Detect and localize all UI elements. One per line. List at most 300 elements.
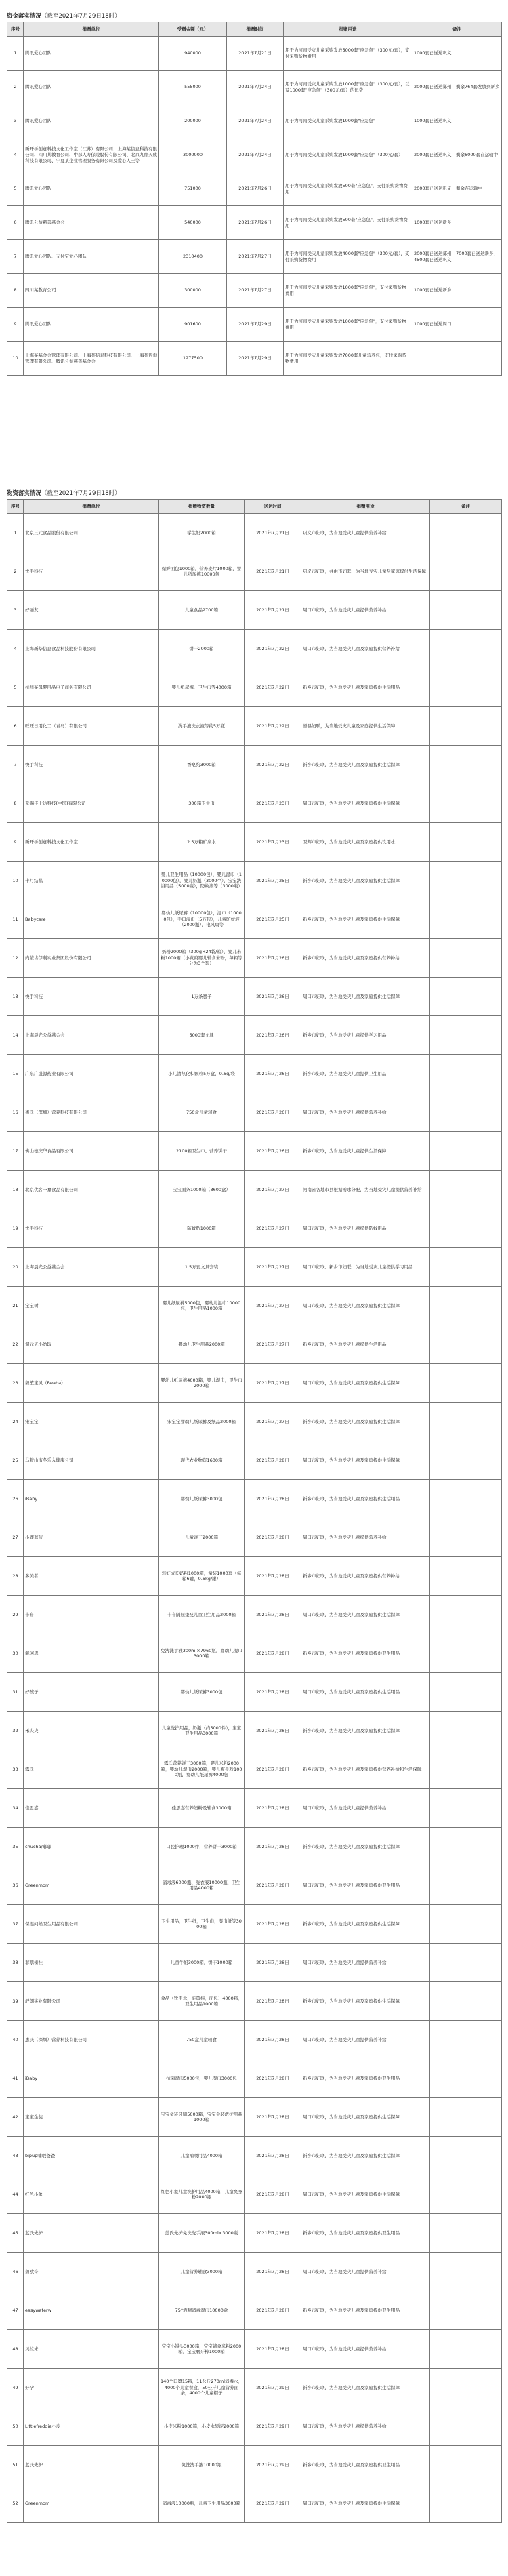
table-cell: 周口市妇联，为当地受灾儿童提供营养补给	[301, 2253, 430, 2291]
table-cell: 宝宝小馒头3000箱，宝宝辅食米粉2000箱，宝宝磨牙棒1000箱	[159, 2330, 245, 2369]
table-cell: 5	[7, 172, 24, 206]
table-cell: 周口市妇联，为当地受灾儿童及家庭提供生活保障	[301, 1287, 430, 1325]
table-cell: Greenmom	[24, 1866, 159, 1905]
table-cell: 2021年7月28日	[245, 2291, 301, 2330]
table-cell	[430, 746, 502, 784]
table-cell: 周口市妇联，为当地受灾儿童及家庭提供生活用品	[301, 1673, 430, 1712]
table-cell: 周口市妇联，为当地受灾儿童及家庭提供生活保障	[301, 1441, 430, 1480]
table-row	[7, 746, 502, 784]
table-cell: 22	[7, 1325, 24, 1364]
table-cell	[430, 2484, 502, 2523]
table-cell: 2	[7, 71, 24, 104]
table-cell: 快手科技	[24, 978, 159, 1016]
table-cell: 周口市妇联，为当地受灾儿童及家庭提供生活保障	[301, 2484, 430, 2523]
table-cell	[430, 2446, 502, 2484]
table-row	[7, 1209, 502, 1248]
money-title-text: 资金落实情况	[7, 13, 42, 20]
table-cell: 周口市妇联，为当地受灾儿童提供营养补给	[301, 2407, 430, 2446]
table-cell: 腾讯爱心团队	[24, 71, 159, 104]
table-cell: 惠氏（深圳）营养科技有限公司	[24, 1093, 159, 1132]
table-cell: 140个口罩15箱，11公斤270ml消毒水，4000个儿童餐盒，50公斤儿童营养面条，4000个儿童帽子	[159, 2369, 245, 2407]
table-cell: 2021年7月24日	[227, 138, 284, 172]
table-cell: 舒朗实业有限公司	[24, 1982, 159, 2021]
table-cell: 新乡市妇联，为当地受灾儿童及家庭提供生活保障	[301, 1403, 430, 1441]
table-cell: 26	[7, 1480, 24, 1518]
table-cell: 婴幼儿卫生用品2000箱	[159, 1325, 245, 1364]
table-cell: 1000套已送达周口	[412, 308, 502, 342]
table-cell: 周口市妇联，为当地受灾儿童提供营养补给	[301, 1789, 430, 1828]
table-cell: 17	[7, 1132, 24, 1171]
table-row	[7, 1325, 502, 1364]
header-cell: 备注	[412, 22, 502, 37]
table-cell: 蓝氏先护免洗洗手液300ml×3000瓶	[159, 2214, 245, 2253]
table-cell: 快手科技	[24, 552, 159, 591]
table-cell	[430, 1480, 502, 1518]
table-cell: 新开桥创意科技文化工作室	[24, 823, 159, 862]
table-cell: 马鞍山市冬乐入健康公司	[24, 1441, 159, 1480]
table-cell: 周口市妇联、新乡市妇联，为当地受灾儿童提供学习用品	[301, 1248, 430, 1287]
goods-table	[7, 499, 502, 2523]
table-cell: 用于为河南受灾儿童采购发放1000套"应急包"，支付采购货物费用	[284, 274, 412, 308]
table-cell: 750盒儿童辅食	[159, 1093, 245, 1132]
table-cell: 940000	[159, 37, 227, 71]
table-cell: 惠氏（深圳）营养科技有限公司	[24, 2021, 159, 2059]
table-cell: 2021年7月22日	[245, 668, 301, 707]
table-cell: 好孕	[24, 2369, 159, 2407]
table-cell: 腾讯爱心团队	[24, 37, 159, 71]
table-cell	[430, 1789, 502, 1828]
table-row	[7, 939, 502, 978]
table-cell: 周口市妇联，为当地受灾儿童及家庭提供生活保障	[301, 978, 430, 1016]
table-cell: 新乡市妇联，为当地受灾儿童及家庭提供生活用品	[301, 1480, 430, 1518]
table-cell	[430, 668, 502, 707]
goods-section	[7, 488, 501, 2523]
table-cell: 2021年7月28日	[245, 1480, 301, 1518]
table-cell: 2021年7月27日	[245, 1287, 301, 1325]
table-cell: 新乡市妇联，为当地受灾儿童提供生活用品	[301, 1325, 430, 1364]
table-cell: 饼干2000箱	[159, 630, 245, 668]
table-cell: 1000套已送达巩义	[412, 104, 502, 138]
table-cell: 18	[7, 1171, 24, 1209]
table-cell: 新乡市妇联，为当地受灾儿童及家庭提供卫生用品	[301, 2291, 430, 2330]
table-cell: 宋宝宝	[24, 1403, 159, 1441]
table-row	[7, 2407, 502, 2446]
table-row	[7, 1055, 502, 1093]
table-cell: 上海晨光公益基金会	[24, 1248, 159, 1287]
header-cell: 序号	[7, 22, 24, 37]
table-cell: 21	[7, 1287, 24, 1325]
table-cell: 宋宝宝婴幼儿纸尿裤及纸品2000箱	[159, 1403, 245, 1441]
table-cell: 39	[7, 1982, 24, 2021]
table-cell: 7	[7, 746, 24, 784]
table-cell: 2021年7月23日	[245, 823, 301, 862]
table-cell: 5000套文具	[159, 1016, 245, 1055]
table-cell: iBaby	[24, 2059, 159, 2098]
table-row	[7, 1441, 502, 1480]
money-title-note: （截至2021年7月29日18时）	[41, 13, 121, 20]
table-cell: 周口市妇联，为当地受灾儿童提供营养补给	[301, 2330, 430, 2369]
table-cell: 巩义市妇联，为当地受灾儿童提供营养补给	[301, 514, 430, 552]
table-cell	[430, 2021, 502, 2059]
table-cell: 新乡市妇联，为当地受灾儿童及家庭提供营养补给	[301, 1557, 430, 1596]
table-cell: 宝宝面条1000箱（3600盒）	[159, 1171, 245, 1209]
table-row	[7, 1789, 502, 1828]
table-cell: 新乡市妇联，为当地受灾儿童及家庭提供生活保障	[301, 1905, 430, 1944]
table-cell: 无锡佳士达科技(中国)有限公司	[24, 784, 159, 823]
table-row	[7, 1596, 502, 1634]
table-cell: 广东广盛源药业有限公司	[24, 1055, 159, 1093]
goods-table-body	[7, 514, 502, 2523]
table-cell: 儿童牛奶3000箱，饼干1000箱	[159, 1944, 245, 1982]
table-cell: 2021年7月29日	[245, 2484, 301, 2523]
table-cell: 9	[7, 308, 24, 342]
table-cell: 2021年7月22日	[245, 630, 301, 668]
table-cell: 15	[7, 1055, 24, 1093]
table-cell	[430, 630, 502, 668]
table-cell	[430, 2291, 502, 2330]
table-cell	[430, 2175, 502, 2214]
table-cell	[430, 2253, 502, 2291]
table-cell: 周口市妇联，为当地受灾儿童提供营养补给	[301, 1944, 430, 1982]
table-cell: 10	[7, 342, 24, 376]
table-cell	[430, 1209, 502, 1248]
table-row	[7, 2175, 502, 2214]
table-cell: 用于为河南受灾儿童采购发放1000套"应急包"（300元/套）	[284, 138, 412, 172]
table-cell: 1000套已送达新乡	[412, 206, 502, 240]
table-cell: 3	[7, 591, 24, 630]
table-cell: 学生奶2000箱	[159, 514, 245, 552]
table-cell	[430, 1055, 502, 1093]
table-row	[7, 630, 502, 668]
header-cell: 捐赠时间	[227, 22, 284, 37]
table-cell: 周口市妇联，为当地受灾儿童提供营养补给	[301, 1518, 430, 1557]
table-row	[7, 862, 502, 900]
table-cell: 2021年7月29日	[245, 2446, 301, 2484]
table-cell: 北京优客一嘉食品有限公司	[24, 1171, 159, 1209]
table-cell: 婴儿纸尿裤5000包，婴幼儿湿巾10000包，卫生用品1000箱	[159, 1287, 245, 1325]
table-row	[7, 104, 502, 138]
table-cell: 8	[7, 274, 24, 308]
table-row	[7, 1828, 502, 1866]
table-cell: 新乡市妇联，为当地受灾儿童及家庭提供营养补给和生活保障	[301, 1750, 430, 1789]
table-cell: 2.5万箱矿泉水	[159, 823, 245, 862]
goods-table-header-row	[7, 500, 502, 514]
table-cell: 小鹿蓝蓝	[24, 1518, 159, 1557]
table-cell: 2021年7月28日	[245, 1789, 301, 1828]
table-cell: 52	[7, 2484, 24, 2523]
table-cell: 腾讯公益慈善基金会	[24, 206, 159, 240]
table-cell: 34	[7, 1789, 24, 1828]
table-cell: 20	[7, 1248, 24, 1287]
table-cell: 戴珂思	[24, 1634, 159, 1673]
table-cell	[430, 1944, 502, 1982]
table-cell: 儿童食品2700箱	[159, 591, 245, 630]
table-row	[7, 206, 502, 240]
table-cell: 2021年7月27日	[227, 274, 284, 308]
table-cell: 新乡市妇联，为当地受灾儿童提供学习用品	[301, 1016, 430, 1055]
table-cell: 2021年7月28日	[245, 1944, 301, 1982]
table-cell: 周口市妇联，为当地受灾儿童提供防蚊用品	[301, 1209, 430, 1248]
table-row	[7, 1132, 502, 1171]
table-cell: 2	[7, 552, 24, 591]
table-cell: 周口市妇联，为当地受灾儿童及家庭提供生活保障	[301, 2175, 430, 2214]
table-cell: 27	[7, 1518, 24, 1557]
table-cell: 1000套已送达新乡	[412, 274, 502, 308]
table-cell: 河南省各地市县根据需求分配，为当地受灾儿童提供营养补给	[301, 1171, 430, 1209]
table-cell: 内蒙古伊利实业集团股份有限公司	[24, 939, 159, 978]
table-row	[7, 2214, 502, 2253]
table-cell: 750盒儿童辅食	[159, 2021, 245, 2059]
header-cell: 捐赠用途	[301, 500, 430, 514]
table-cell	[430, 707, 502, 746]
header-cell: 捐赠单位	[24, 22, 159, 37]
table-cell: 2021年7月23日	[245, 784, 301, 823]
table-cell: 38	[7, 1944, 24, 1982]
table-cell	[430, 1750, 502, 1789]
table-row	[7, 2330, 502, 2369]
table-cell: 腾讯爱心团队	[24, 308, 159, 342]
table-cell: 31	[7, 1673, 24, 1712]
table-cell: 44	[7, 2175, 24, 2214]
table-cell: Babycare	[24, 900, 159, 939]
table-cell: 32	[7, 1712, 24, 1750]
table-cell	[430, 1016, 502, 1055]
table-cell: 300箱卫生巾	[159, 784, 245, 823]
table-cell: 卫辉市妇联，为当地受灾儿童及家庭提供饮用水	[301, 823, 430, 862]
table-cell: 新乡市妇联，为当地受灾儿童及家庭提供生活保障	[301, 1828, 430, 1866]
table-row	[7, 2484, 502, 2523]
money-table-body	[7, 37, 502, 376]
table-row	[7, 37, 502, 71]
table-cell	[430, 2098, 502, 2137]
table-cell: 新乡市妇联，为当地受灾儿童及家庭提供生活保障	[301, 2137, 430, 2175]
table-cell: 2021年7月26日	[245, 1016, 301, 1055]
table-cell: 新开桥创意科技文化工作室（江苏）有限公司、上海某信息科技有限公司、四川某教育公司、中部人寿保险股份有限公司、北京九鼎天成科技有限公司、宁夏某企业管理服务有限公司及爱心人士等	[24, 138, 159, 172]
money-section	[7, 11, 501, 376]
table-cell	[430, 1982, 502, 2021]
table-row	[7, 1171, 502, 1209]
table-cell: 蓝氏先护	[24, 2446, 159, 2484]
table-cell	[430, 1171, 502, 1209]
table-cell: 新乡市妇联，为当地受灾儿童及家庭提供生活保障	[301, 900, 430, 939]
table-cell: 新乡市妇联，为当地受灾儿童及家庭提供生活保障	[301, 1712, 430, 1750]
table-cell: 2021年7月27日	[245, 1248, 301, 1287]
table-cell: 200000	[159, 104, 227, 138]
header-cell: 序号	[7, 500, 24, 514]
table-cell: 47	[7, 2291, 24, 2330]
table-cell: 新乡市妇联，为当地受灾儿童及家庭提供生活保障	[301, 862, 430, 900]
table-cell: 好丽友	[24, 591, 159, 630]
table-cell: 37	[7, 1905, 24, 1944]
table-cell: 婴幼儿纸尿裤3000包	[159, 1673, 245, 1712]
table-row	[7, 71, 502, 104]
table-cell: 儿童洗护用品，奶瓶（约5000件），宝宝卫生用品3000箱	[159, 1712, 245, 1750]
table-cell: 2021年7月27日	[245, 1209, 301, 1248]
table-cell: 周口市妇联，为当地受灾儿童及家庭提供生活保障	[301, 1364, 430, 1403]
table-cell: 禾央央	[24, 1712, 159, 1750]
table-cell: 4	[7, 630, 24, 668]
table-cell: 免洗洗手液10000瓶	[159, 2446, 245, 2484]
table-cell	[430, 1287, 502, 1325]
table-cell: 2021年7月27日	[245, 1403, 301, 1441]
table-cell: 婴幼儿纸尿裤4000箱，婴儿湿巾，卫生巾2000箱	[159, 1364, 245, 1403]
table-cell: Greenmom	[24, 2484, 159, 2523]
table-cell: 2021年7月28日	[245, 1596, 301, 1634]
table-cell: 用于为河南受灾儿童采购发放1000套"应急包"，支付采购货物费用	[284, 308, 412, 342]
table-cell: 11	[7, 900, 24, 939]
table-cell: 2021年7月28日	[245, 2253, 301, 2291]
table-cell: 洗手液洗衣液等约5万瓶	[159, 707, 245, 746]
table-cell: 新乡市妇联，为当地受灾儿童及家庭提供卫生用品	[301, 2446, 430, 2484]
table-cell: 2021年7月28日	[245, 2021, 301, 2059]
table-cell: 佳思嘉营养奶粉及辅食3000箱	[159, 1789, 245, 1828]
table-cell: 防蚊贴1000箱	[159, 1209, 245, 1248]
table-cell	[430, 2369, 502, 2407]
table-cell: 2021年7月26日	[227, 206, 284, 240]
table-row	[7, 552, 502, 591]
table-cell: 2021年7月25日	[245, 862, 301, 900]
table-cell: 用于为河南受灾儿童采购发放4000套"应急包"（300元/套），支付采购货物费用	[284, 240, 412, 274]
table-cell: 四川某教育公司	[24, 274, 159, 308]
table-cell: 8	[7, 784, 24, 823]
table-row	[7, 978, 502, 1016]
table-cell: 2021年7月21日	[227, 37, 284, 71]
table-cell: 周口市妇联，为当地受灾儿童提供营养补给	[301, 2021, 430, 2059]
table-cell: 红色小象	[24, 2175, 159, 2214]
table-cell	[430, 823, 502, 862]
table-cell	[430, 2330, 502, 2369]
table-cell: 5	[7, 668, 24, 707]
table-cell: 2021年7月26日	[245, 1055, 301, 1093]
table-cell: 28	[7, 1557, 24, 1596]
table-cell: 46	[7, 2253, 24, 2291]
table-cell: 用于为河南受灾儿童采购发放500套"应急包"，支付采购货物费用	[284, 172, 412, 206]
table-row	[7, 1750, 502, 1789]
table-cell: 露氏营养饼干3000箱，婴儿米粉2000箱，婴幼儿湿巾2000箱，婴儿爽身粉1000瓶，婴幼儿纸尿裤4000包	[159, 1750, 245, 1789]
table-cell: 2021年7月28日	[245, 1905, 301, 1944]
table-cell: chucha/嘟嘟	[24, 1828, 159, 1866]
table-cell	[430, 2059, 502, 2098]
table-cell: 碧欧奇	[24, 2253, 159, 2291]
table-row	[7, 784, 502, 823]
table-cell	[430, 1866, 502, 1905]
table-cell: 1	[7, 514, 24, 552]
table-cell: iBaby	[24, 1480, 159, 1518]
table-cell: 2021年7月28日	[245, 1441, 301, 1480]
table-cell: 新乡市妇联，为当地受灾儿童提供生活保障	[301, 1132, 430, 1171]
table-cell: 小皮米粉1000箱，小皮水果泥2000箱	[159, 2407, 245, 2446]
table-cell: 腾讯爱心团队	[24, 104, 159, 138]
table-cell: 3000000	[159, 138, 227, 172]
table-cell: 2021年7月21日	[245, 591, 301, 630]
table-cell: 23	[7, 1364, 24, 1403]
table-cell: 19	[7, 1209, 24, 1248]
table-cell: 婴儿卫生用品（10000包），婴儿湿巾（10000包），婴儿奶瓶（3000个），宝宝洗浴用品（5000瓶），防蚊液等（3000瓶）	[159, 862, 245, 900]
table-cell: 2021年7月29日	[245, 2369, 301, 2407]
table-cell: 2000套已送达郑州，7000套已送达新乡，4500套已送达巩义	[412, 240, 502, 274]
table-cell: 43	[7, 2137, 24, 2175]
table-cell: 10	[7, 862, 24, 900]
money-table	[7, 22, 502, 376]
header-cell: 送达时间	[245, 500, 301, 514]
table-cell: 婴幼儿纸尿裤（10000包），湿巾（10000包），手口湿巾（5万包），儿童防蚊液（2000瓶），电风扇等	[159, 900, 245, 939]
table-cell: 48	[7, 2330, 24, 2369]
header-cell: 捐赠用途	[284, 22, 412, 37]
table-cell: 杭州某母婴用品电子商务有限公司	[24, 668, 159, 707]
table-cell: 红色小象儿童洗护用品4000箱，儿童爽身粉2000瓶	[159, 2175, 245, 2214]
table-cell: 新乡市妇联，为当地受灾儿童提供卫生用品	[301, 1055, 430, 1093]
table-row	[7, 1287, 502, 1325]
goods-title-note: （截至2021年7月29日18时）	[41, 490, 121, 497]
table-cell: 51	[7, 2446, 24, 2484]
table-cell: 49	[7, 2369, 24, 2407]
table-row	[7, 1016, 502, 1055]
table-cell: 食品（饮用水，能量棒，面包）4000箱，卫生用品1000箱	[159, 1982, 245, 2021]
header-cell: 捐赠物资数量	[159, 500, 245, 514]
table-cell	[430, 1364, 502, 1403]
table-cell: 保湿问候卫生用品有限公司	[24, 1905, 159, 1944]
table-row	[7, 2446, 502, 2484]
table-cell: 碧笙宝贝（Beaba）	[24, 1364, 159, 1403]
table-cell: 2000套已送达巩义，剩余6000套在运输中	[412, 138, 502, 172]
table-cell: 北京三元食品股份有限公司	[24, 514, 159, 552]
table-cell: Littlefreddie小皮	[24, 2407, 159, 2446]
table-row	[7, 2137, 502, 2175]
table-cell: 2021年7月28日	[245, 2175, 301, 2214]
table-cell: 菲鹅榛社	[24, 1944, 159, 1982]
table-row	[7, 1944, 502, 1982]
table-cell: 小儿清热化积颗粒5万盒，0.6g/袋	[159, 1055, 245, 1093]
table-cell	[430, 1132, 502, 1171]
table-cell: 2021年7月28日	[245, 1712, 301, 1750]
table-row	[7, 1712, 502, 1750]
table-cell: 香皂约3000箱	[159, 746, 245, 784]
table-cell	[430, 1673, 502, 1712]
table-cell	[430, 1712, 502, 1750]
table-cell: 周口市妇联，为当地受灾儿童及家庭提供卫生用品	[301, 1866, 430, 1905]
table-cell	[430, 862, 502, 900]
table-cell: 旺旺日用化工（青岛）有限公司	[24, 707, 159, 746]
table-cell: 1000套已送达巩义	[412, 37, 502, 71]
table-cell: 14	[7, 1016, 24, 1055]
table-cell: 宝宝金装	[24, 2098, 159, 2137]
table-cell: 消毒液10000瓶，儿童卫生用品3000箱	[159, 2484, 245, 2523]
table-cell: 快手科技	[24, 746, 159, 784]
table-cell: 腾讯爱心团队、支付宝爱心团队	[24, 240, 159, 274]
table-cell: 调元天小幼取	[24, 1325, 159, 1364]
table-cell: 好孩子	[24, 1673, 159, 1712]
table-cell: 41	[7, 2059, 24, 2098]
table-row	[7, 2059, 502, 2098]
table-cell: 2021年7月28日	[245, 1518, 301, 1557]
table-cell: 2021年7月27日	[245, 1364, 301, 1403]
table-cell: 2021年7月28日	[245, 2214, 301, 2253]
goods-section-title	[7, 488, 501, 499]
table-cell: 2021年7月28日	[245, 2330, 301, 2369]
table-cell: 新乡市妇联，为当地受灾儿童及家庭提供卫生用品	[301, 1634, 430, 1673]
table-row	[7, 1364, 502, 1403]
table-row	[7, 308, 502, 342]
table-cell: 2100箱卫生巾、营养饼干	[159, 1132, 245, 1171]
table-row	[7, 2291, 502, 2330]
table-cell	[430, 1828, 502, 1866]
table-row	[7, 342, 502, 376]
table-cell	[430, 1634, 502, 1673]
table-cell: 露氏	[24, 1750, 159, 1789]
table-cell: 2021年7月26日	[245, 1132, 301, 1171]
table-cell	[430, 514, 502, 552]
table-cell: 新乡市妇联，为当地受灾儿童及家庭提供卫生用品	[301, 2214, 430, 2253]
